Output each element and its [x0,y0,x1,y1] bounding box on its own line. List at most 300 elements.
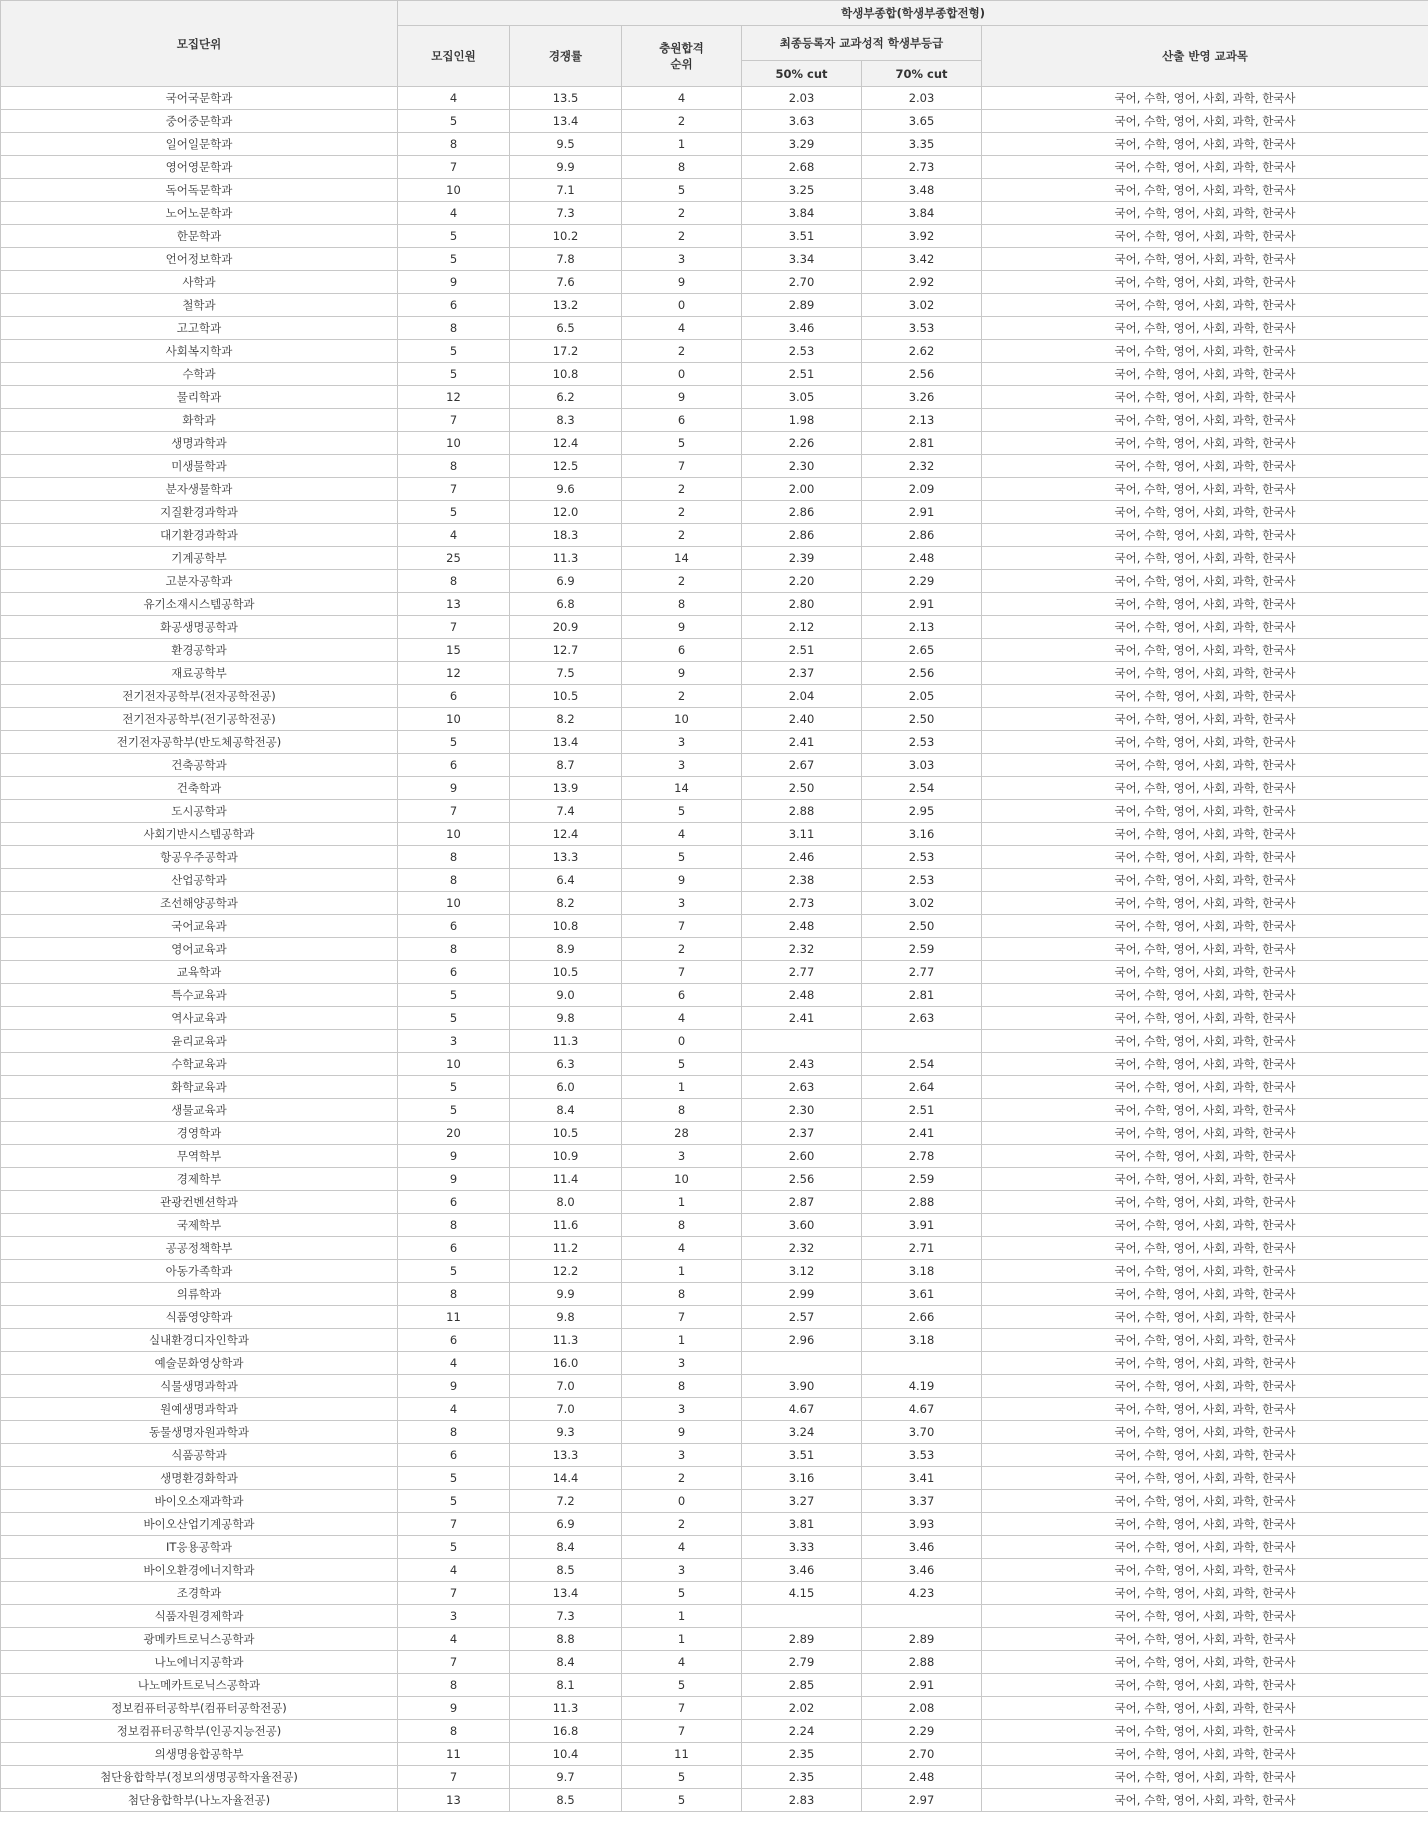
unit-cell: 식품영양학과 [1,1306,398,1329]
table-row [1,271,1428,294]
cut70-cell: 2.70 [862,1743,982,1766]
unit-cell: 생물교육과 [1,1099,398,1122]
table-row [1,892,1428,915]
table-row [1,524,1428,547]
subjects-cell: 국어, 수학, 영어, 사회, 과학, 한국사 [982,340,1428,363]
table-row [1,915,1428,938]
subjects-cell: 국어, 수학, 영어, 사회, 과학, 한국사 [982,1237,1428,1260]
table-row [1,1513,1428,1536]
unit-cell: 교육학과 [1,961,398,984]
capacity-cell: 7 [398,156,510,179]
cut50-cell: 2.41 [742,731,862,754]
capacity-cell: 7 [398,1766,510,1789]
subjects-cell: 국어, 수학, 영어, 사회, 과학, 한국사 [982,1720,1428,1743]
cut70-cell: 2.03 [862,87,982,110]
cut50-cell: 3.24 [742,1421,862,1444]
cut50-cell: 2.50 [742,777,862,800]
cut50-cell: 2.32 [742,1237,862,1260]
cut70-cell: 2.56 [862,363,982,386]
table-row [1,1536,1428,1559]
waitlist-cell: 4 [622,1651,742,1674]
unit-cell: 지질환경과학과 [1,501,398,524]
cut50-cell: 2.32 [742,938,862,961]
subjects-cell: 국어, 수학, 영어, 사회, 과학, 한국사 [982,731,1428,754]
subjects-cell: 국어, 수학, 영어, 사회, 과학, 한국사 [982,984,1428,1007]
capacity-cell: 5 [398,248,510,271]
rate-cell: 8.2 [510,708,622,731]
rate-cell: 17.2 [510,340,622,363]
waitlist-cell: 9 [622,1421,742,1444]
unit-cell: 도시공학과 [1,800,398,823]
subjects-cell: 국어, 수학, 영어, 사회, 과학, 한국사 [982,616,1428,639]
capacity-cell: 11 [398,1743,510,1766]
cut70-cell: 3.92 [862,225,982,248]
rate-cell: 12.7 [510,639,622,662]
rate-cell: 9.0 [510,984,622,1007]
cut50-cell: 3.25 [742,179,862,202]
waitlist-cell: 7 [622,915,742,938]
waitlist-cell: 28 [622,1122,742,1145]
cut70-cell: 3.91 [862,1214,982,1237]
cut50-cell: 2.56 [742,1168,862,1191]
table-row [1,1743,1428,1766]
capacity-cell: 13 [398,1789,510,1812]
cut50-cell: 2.89 [742,294,862,317]
table-row [1,294,1428,317]
table-row [1,1122,1428,1145]
subjects-cell: 국어, 수학, 영어, 사회, 과학, 한국사 [982,1145,1428,1168]
capacity-cell: 4 [398,1352,510,1375]
capacity-cell: 6 [398,1329,510,1352]
subjects-cell: 국어, 수학, 영어, 사회, 과학, 한국사 [982,1513,1428,1536]
header-grade-group: 최종등록자 교과성적 학생부등급 [742,26,982,61]
waitlist-cell: 9 [622,386,742,409]
table-row [1,87,1428,110]
cut70-cell [862,1605,982,1628]
waitlist-cell: 3 [622,1352,742,1375]
capacity-cell: 4 [398,87,510,110]
capacity-cell: 4 [398,1559,510,1582]
rate-cell: 11.6 [510,1214,622,1237]
cut50-cell: 3.90 [742,1375,862,1398]
subjects-cell: 국어, 수학, 영어, 사회, 과학, 한국사 [982,179,1428,202]
waitlist-cell: 8 [622,593,742,616]
cut70-cell: 2.95 [862,800,982,823]
header-cut50: 50% cut [742,61,862,87]
unit-cell: 화학과 [1,409,398,432]
rate-cell: 7.2 [510,1490,622,1513]
subjects-cell: 국어, 수학, 영어, 사회, 과학, 한국사 [982,1674,1428,1697]
table-row [1,1053,1428,1076]
cut70-cell: 2.53 [862,731,982,754]
capacity-cell: 7 [398,1582,510,1605]
capacity-cell: 8 [398,1421,510,1444]
subjects-cell: 국어, 수학, 영어, 사회, 과학, 한국사 [982,1053,1428,1076]
table-row [1,570,1428,593]
cut70-cell: 2.59 [862,938,982,961]
waitlist-cell: 4 [622,823,742,846]
table-row [1,961,1428,984]
subjects-cell: 국어, 수학, 영어, 사회, 과학, 한국사 [982,846,1428,869]
waitlist-cell: 5 [622,432,742,455]
rate-cell: 11.3 [510,1030,622,1053]
rate-cell: 11.4 [510,1168,622,1191]
rate-cell: 7.1 [510,179,622,202]
capacity-cell: 12 [398,386,510,409]
unit-cell: 의류학과 [1,1283,398,1306]
subjects-cell: 국어, 수학, 영어, 사회, 과학, 한국사 [982,1099,1428,1122]
rate-cell: 6.9 [510,1513,622,1536]
unit-cell: 사회복지학과 [1,340,398,363]
table-row [1,1007,1428,1030]
cut70-cell: 2.62 [862,340,982,363]
capacity-cell: 8 [398,455,510,478]
cut70-cell: 2.29 [862,1720,982,1743]
subjects-cell: 국어, 수학, 영어, 사회, 과학, 한국사 [982,317,1428,340]
waitlist-cell: 4 [622,1007,742,1030]
cut50-cell: 4.15 [742,1582,862,1605]
cut50-cell: 2.02 [742,1697,862,1720]
table-row [1,1237,1428,1260]
cut70-cell: 2.53 [862,869,982,892]
cut50-cell: 2.00 [742,478,862,501]
unit-cell: 경영학과 [1,1122,398,1145]
cut70-cell: 2.51 [862,1099,982,1122]
cut70-cell: 3.65 [862,110,982,133]
capacity-cell: 7 [398,1651,510,1674]
cut70-cell: 3.53 [862,317,982,340]
cut70-cell: 2.29 [862,570,982,593]
waitlist-cell: 9 [622,869,742,892]
waitlist-cell: 8 [622,1375,742,1398]
rate-cell: 8.3 [510,409,622,432]
waitlist-cell: 1 [622,133,742,156]
capacity-cell: 5 [398,501,510,524]
subjects-cell: 국어, 수학, 영어, 사회, 과학, 한국사 [982,1283,1428,1306]
capacity-cell: 10 [398,432,510,455]
capacity-cell: 7 [398,616,510,639]
subjects-cell: 국어, 수학, 영어, 사회, 과학, 한국사 [982,1260,1428,1283]
cut50-cell [742,1030,862,1053]
rate-cell: 8.9 [510,938,622,961]
rate-cell: 6.4 [510,869,622,892]
waitlist-cell: 4 [622,1536,742,1559]
cut70-cell: 2.97 [862,1789,982,1812]
waitlist-cell: 6 [622,984,742,1007]
capacity-cell: 3 [398,1605,510,1628]
capacity-cell: 8 [398,570,510,593]
waitlist-cell: 3 [622,248,742,271]
capacity-cell: 9 [398,271,510,294]
table-row [1,1628,1428,1651]
table-row [1,455,1428,478]
cut70-cell: 2.91 [862,501,982,524]
rate-cell: 10.9 [510,1145,622,1168]
cut50-cell: 2.68 [742,156,862,179]
subjects-cell: 국어, 수학, 영어, 사회, 과학, 한국사 [982,869,1428,892]
waitlist-cell: 8 [622,1099,742,1122]
table-row [1,110,1428,133]
rate-cell: 7.3 [510,1605,622,1628]
rate-cell: 6.3 [510,1053,622,1076]
waitlist-cell: 5 [622,1766,742,1789]
waitlist-cell: 2 [622,524,742,547]
waitlist-cell: 3 [622,892,742,915]
table-row [1,1651,1428,1674]
unit-cell: 아동가족학과 [1,1260,398,1283]
unit-cell: 고분자공학과 [1,570,398,593]
cut50-cell: 3.46 [742,1559,862,1582]
rate-cell: 7.8 [510,248,622,271]
waitlist-cell: 1 [622,1191,742,1214]
capacity-cell: 7 [398,1513,510,1536]
table-row [1,317,1428,340]
cut50-cell: 2.60 [742,1145,862,1168]
subjects-cell: 국어, 수학, 영어, 사회, 과학, 한국사 [982,1490,1428,1513]
rate-cell: 14.4 [510,1467,622,1490]
rate-cell: 13.3 [510,1444,622,1467]
header-rate: 경쟁률 [510,26,622,87]
unit-cell: 의생명융합공학부 [1,1743,398,1766]
capacity-cell: 6 [398,1237,510,1260]
waitlist-cell: 0 [622,363,742,386]
table-row [1,869,1428,892]
cut50-cell: 2.37 [742,1122,862,1145]
rate-cell: 12.5 [510,455,622,478]
rate-cell: 12.2 [510,1260,622,1283]
rate-cell: 10.8 [510,363,622,386]
unit-cell: 독어독문학과 [1,179,398,202]
cut50-cell: 3.16 [742,1467,862,1490]
unit-cell: 식품자원경제학과 [1,1605,398,1628]
cut70-cell: 2.89 [862,1628,982,1651]
unit-cell: 나노메카트로닉스공학과 [1,1674,398,1697]
header-capacity: 모집인원 [398,26,510,87]
cut70-cell: 2.13 [862,616,982,639]
capacity-cell: 8 [398,1674,510,1697]
cut50-cell: 3.05 [742,386,862,409]
waitlist-cell: 4 [622,317,742,340]
waitlist-cell: 2 [622,570,742,593]
cut50-cell: 2.30 [742,1099,862,1122]
cut50-cell: 2.35 [742,1743,862,1766]
unit-cell: 고고학과 [1,317,398,340]
unit-cell: 공공정책학부 [1,1237,398,1260]
rate-cell: 9.6 [510,478,622,501]
waitlist-cell: 14 [622,777,742,800]
cut70-cell: 3.48 [862,179,982,202]
subjects-cell: 국어, 수학, 영어, 사회, 과학, 한국사 [982,409,1428,432]
waitlist-cell: 6 [622,639,742,662]
cut50-cell: 2.20 [742,570,862,593]
cut50-cell: 2.46 [742,846,862,869]
capacity-cell: 9 [398,777,510,800]
unit-cell: 실내환경디자인학과 [1,1329,398,1352]
cut70-cell: 2.54 [862,1053,982,1076]
capacity-cell: 6 [398,754,510,777]
capacity-cell: 6 [398,915,510,938]
subjects-cell: 국어, 수학, 영어, 사회, 과학, 한국사 [982,1168,1428,1191]
unit-cell: 수학과 [1,363,398,386]
capacity-cell: 6 [398,1444,510,1467]
rate-cell: 10.5 [510,1122,622,1145]
cut70-cell: 2.78 [862,1145,982,1168]
table-row [1,938,1428,961]
unit-cell: 철학과 [1,294,398,317]
rate-cell: 13.4 [510,1582,622,1605]
waitlist-cell: 0 [622,1490,742,1513]
unit-cell: 건축학과 [1,777,398,800]
subjects-cell: 국어, 수학, 영어, 사회, 과학, 한국사 [982,248,1428,271]
capacity-cell: 6 [398,1191,510,1214]
capacity-cell: 4 [398,524,510,547]
unit-cell: 동물생명자원과학과 [1,1421,398,1444]
unit-cell: 윤리교육과 [1,1030,398,1053]
header-unit: 모집단위 [1,1,398,87]
cut70-cell: 2.66 [862,1306,982,1329]
table-row [1,639,1428,662]
waitlist-cell: 5 [622,846,742,869]
subjects-cell: 국어, 수학, 영어, 사회, 과학, 한국사 [982,777,1428,800]
rate-cell: 13.9 [510,777,622,800]
unit-cell: 영어교육과 [1,938,398,961]
cut50-cell: 3.63 [742,110,862,133]
cut70-cell: 2.56 [862,662,982,685]
unit-cell: 국제학부 [1,1214,398,1237]
rate-cell: 10.5 [510,961,622,984]
subjects-cell: 국어, 수학, 영어, 사회, 과학, 한국사 [982,1306,1428,1329]
capacity-cell: 8 [398,869,510,892]
cut50-cell: 2.26 [742,432,862,455]
cut50-cell: 2.86 [742,524,862,547]
capacity-cell: 5 [398,110,510,133]
subjects-cell: 국어, 수학, 영어, 사회, 과학, 한국사 [982,639,1428,662]
subjects-cell: 국어, 수학, 영어, 사회, 과학, 한국사 [982,754,1428,777]
unit-cell: 분자생물학과 [1,478,398,501]
header-waitlist: 충원합격 순위 [622,26,742,87]
subjects-cell: 국어, 수학, 영어, 사회, 과학, 한국사 [982,110,1428,133]
capacity-cell: 8 [398,846,510,869]
table-row [1,984,1428,1007]
cut70-cell: 2.53 [862,846,982,869]
unit-cell: 식품공학과 [1,1444,398,1467]
table-row [1,593,1428,616]
rate-cell: 16.8 [510,1720,622,1743]
subjects-cell: 국어, 수학, 영어, 사회, 과학, 한국사 [982,800,1428,823]
cut70-cell: 2.88 [862,1651,982,1674]
waitlist-cell: 6 [622,409,742,432]
rate-cell: 8.4 [510,1651,622,1674]
subjects-cell: 국어, 수학, 영어, 사회, 과학, 한국사 [982,961,1428,984]
cut50-cell: 3.29 [742,133,862,156]
cut70-cell: 3.18 [862,1260,982,1283]
capacity-cell: 15 [398,639,510,662]
waitlist-cell: 1 [622,1329,742,1352]
capacity-cell: 7 [398,478,510,501]
subjects-cell: 국어, 수학, 영어, 사회, 과학, 한국사 [982,1352,1428,1375]
subjects-cell: 국어, 수학, 영어, 사회, 과학, 한국사 [982,363,1428,386]
table-row [1,179,1428,202]
unit-cell: 생명과학과 [1,432,398,455]
cut70-cell: 3.42 [862,248,982,271]
rate-cell: 12.0 [510,501,622,524]
subjects-cell: 국어, 수학, 영어, 사회, 과학, 한국사 [982,1214,1428,1237]
subjects-cell: 국어, 수학, 영어, 사회, 과학, 한국사 [982,524,1428,547]
waitlist-cell: 2 [622,478,742,501]
cut70-cell: 2.65 [862,639,982,662]
cut70-cell: 4.19 [862,1375,982,1398]
cut50-cell: 3.60 [742,1214,862,1237]
cut70-cell: 3.61 [862,1283,982,1306]
unit-cell: 건축공학과 [1,754,398,777]
cut50-cell: 2.85 [742,1674,862,1697]
cut50-cell: 2.87 [742,1191,862,1214]
cut70-cell: 3.16 [862,823,982,846]
waitlist-cell: 3 [622,1398,742,1421]
rate-cell: 13.3 [510,846,622,869]
capacity-cell: 12 [398,662,510,685]
waitlist-cell: 1 [622,1605,742,1628]
waitlist-cell: 2 [622,938,742,961]
rate-cell: 8.2 [510,892,622,915]
unit-cell: 기계공학부 [1,547,398,570]
cut50-cell: 2.40 [742,708,862,731]
cut70-cell: 2.73 [862,156,982,179]
table-row [1,800,1428,823]
capacity-cell: 10 [398,1053,510,1076]
rate-cell: 18.3 [510,524,622,547]
subjects-cell: 국어, 수학, 영어, 사회, 과학, 한국사 [982,455,1428,478]
waitlist-cell: 2 [622,110,742,133]
table-row [1,1168,1428,1191]
rate-cell: 7.5 [510,662,622,685]
cut50-cell: 2.96 [742,1329,862,1352]
cut50-cell: 2.51 [742,639,862,662]
cut50-cell: 2.80 [742,593,862,616]
unit-cell: 물리학과 [1,386,398,409]
table-row [1,225,1428,248]
subjects-cell: 국어, 수학, 영어, 사회, 과학, 한국사 [982,570,1428,593]
waitlist-cell: 3 [622,1145,742,1168]
cut50-cell: 2.57 [742,1306,862,1329]
unit-cell: 광메카트로닉스공학과 [1,1628,398,1651]
rate-cell: 11.2 [510,1237,622,1260]
waitlist-cell: 7 [622,1720,742,1743]
table-row [1,708,1428,731]
table-row [1,1214,1428,1237]
cut50-cell: 3.12 [742,1260,862,1283]
rate-cell: 8.5 [510,1559,622,1582]
table-row [1,1720,1428,1743]
table-row [1,133,1428,156]
waitlist-cell: 9 [622,616,742,639]
cut50-cell: 2.43 [742,1053,862,1076]
table-row [1,1329,1428,1352]
cut50-cell: 2.30 [742,455,862,478]
capacity-cell: 5 [398,1099,510,1122]
cut50-cell: 2.39 [742,547,862,570]
unit-cell: 첨단융합학부(나노자율전공) [1,1789,398,1812]
cut50-cell: 2.03 [742,87,862,110]
unit-cell: 국어교육과 [1,915,398,938]
cut50-cell: 3.84 [742,202,862,225]
cut70-cell: 2.88 [862,1191,982,1214]
cut70-cell: 2.32 [862,455,982,478]
cut70-cell: 2.13 [862,409,982,432]
subjects-cell: 국어, 수학, 영어, 사회, 과학, 한국사 [982,1605,1428,1628]
subjects-cell: 국어, 수학, 영어, 사회, 과학, 한국사 [982,87,1428,110]
waitlist-cell: 10 [622,1168,742,1191]
